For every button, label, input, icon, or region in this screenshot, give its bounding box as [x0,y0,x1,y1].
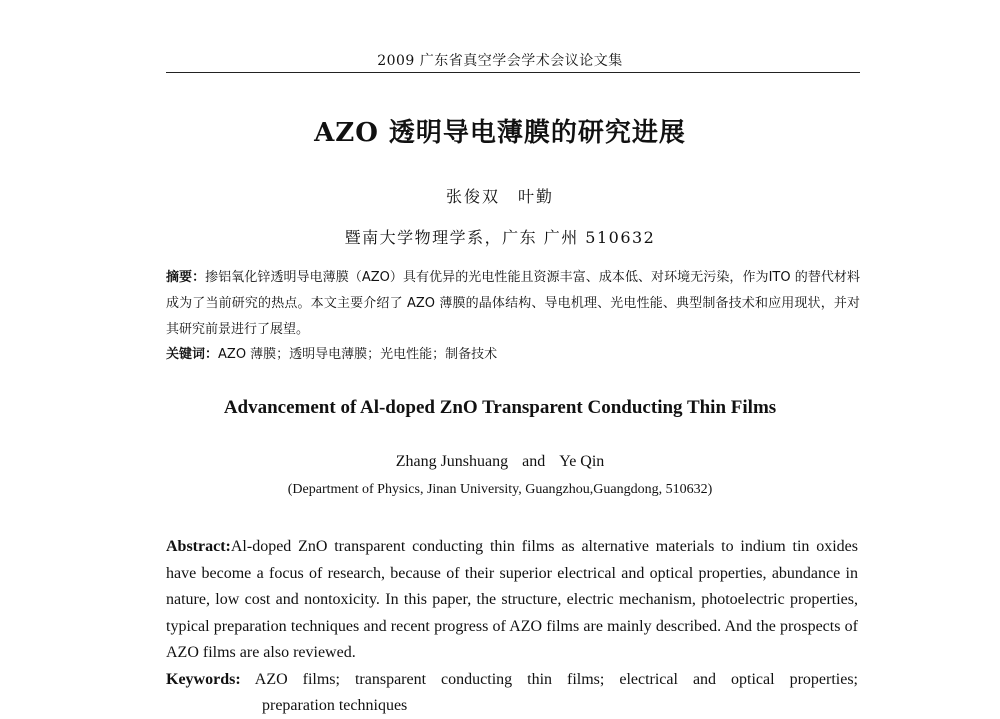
running-header: 2009 广东省真空学会学术会议论文集 [377,53,623,69]
chinese-keywords-text: AZO 薄膜；透明导电薄膜；光电性能；制备技术 [218,347,498,362]
english-keywords [166,667,858,719]
english-authors [0,453,1000,471]
chinese-abstract-label: 摘要： [166,270,206,285]
english-keywords-line-2: preparation techniques [262,697,408,714]
chinese-keywords-label: 关键词： [166,347,219,362]
english-abstract [166,534,858,667]
english-title: Advancement of Al-doped ZnO Transparent Conducting Thin Films [223,397,777,418]
english-abstract-label: Abstract: [166,538,231,555]
english-affiliation: (Department of Physics, Jinan University, Guangzhou,Guangdong, 510632) [287,482,713,497]
english-keywords-label: Keywords: [166,671,241,688]
english-keywords-text-1: AZO films; transparent conducting thin films; electrical and optical properties; [254,671,858,688]
english-keywords-line-1 [166,667,858,693]
english-abstract-text: Al-doped ZnO transparent conducting thin films as alternative materials to indium tin oxides have become a focus of research, because of their superior electrical and optical properties, abundance in nature, low cost and nontoxicity. In this paper, the structure, electric mechanism, photoelectric properties, typical preparation techniques and recent progress of AZO films are mainly described. And the prospects of AZO films are also reviewed. [166,538,858,661]
header-rule [166,72,860,73]
english-authors-and: and [522,453,546,470]
chinese-affiliation: 暨南大学物理学系，广东 广州 510632 [344,228,656,247]
chinese-abstract [166,265,860,343]
chinese-title: AZO 透明导电薄膜的研究进展 [314,118,686,148]
english-author-1: Zhang Junshuang [395,453,509,470]
chinese-keywords [166,344,860,366]
chinese-authors: 张俊双 叶勤 [445,187,554,206]
chinese-abstract-text: 掺铝氧化锌透明导电薄膜（AZO）具有优异的光电性能且资源丰富、成本低、对环境无污染，作为ITO 的替代材料成为了当前研究的热点。本文主要介绍了 AZO 薄膜的晶体结构、导电机理、光电性能、典型制备技术和应用现状，并对其研究前景进行了展望。 [166,270,860,337]
english-author-2: Ye Qin [559,453,605,470]
